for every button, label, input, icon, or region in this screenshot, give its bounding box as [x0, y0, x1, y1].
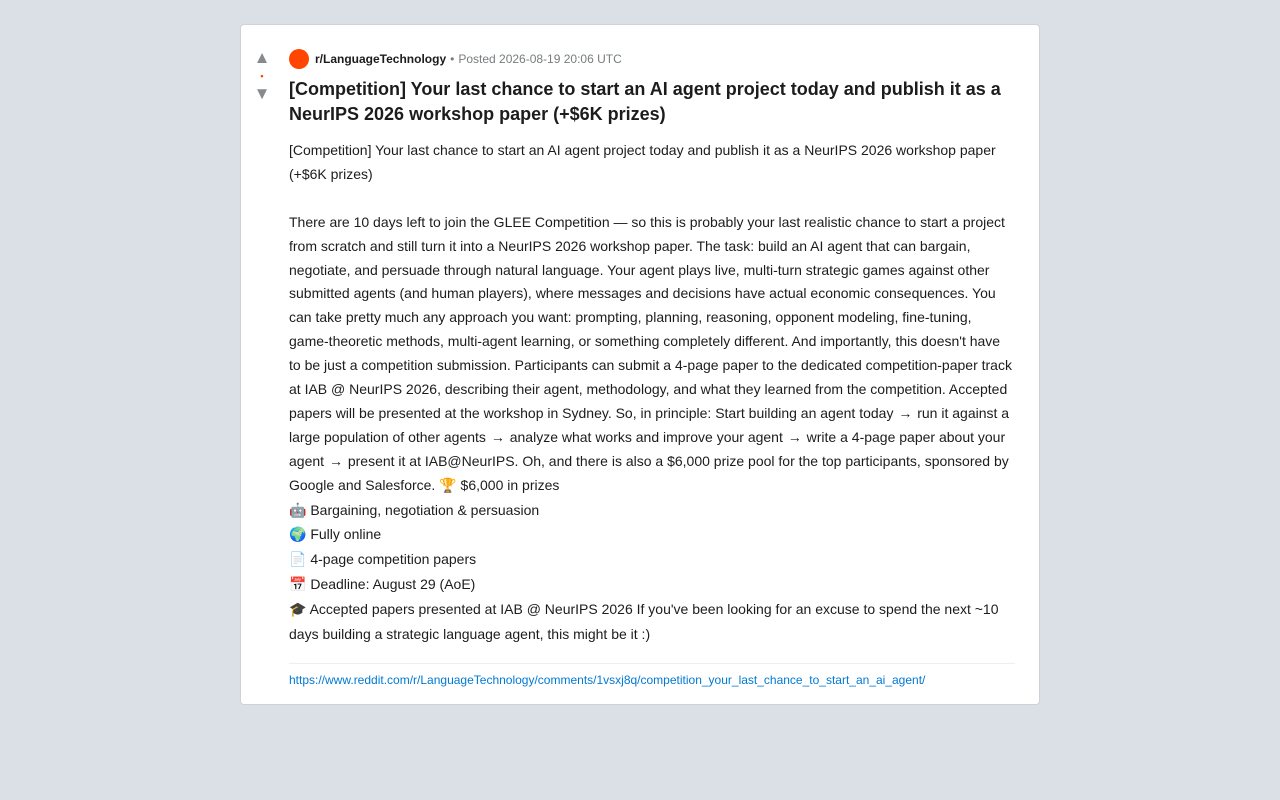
bullet-text: Deadline: August 29 (AoE)	[310, 576, 476, 593]
body-intro: [Competition] Your last chance to start an AI agent project today and publish it as a NeurIPS 2026 workshop paper (+$6K prizes)	[289, 142, 996, 182]
paragraph-gap	[289, 187, 1015, 211]
bullet-item	[289, 573, 1015, 598]
bullet-item	[289, 548, 1015, 573]
meta-separator: •	[450, 52, 455, 66]
post-timestamp: Posted 2026-08-19 20:06 UTC	[458, 52, 622, 66]
right-arrow-icon: →	[787, 428, 802, 445]
right-arrow-icon: →	[328, 452, 343, 469]
subreddit-avatar-icon[interactable]	[289, 49, 309, 69]
body-main-text-1: There are 10 days left to join the GLEE Competition — so this is probably your last realistic chance to start a project from scratch and still turn it into a NeurIPS 2026 workshop paper. The task: build an AI agent that can bargain, negotiate, and persuade through natural language. Your agent plays live, multi-turn strategic games against other submitted agents (and human players), where messages and decisions have actual economic consequences. You can take pretty much any approach you want: prompting, planning, reasoning, opponent modeling, fine-tuning, game-theoretic methods, multi-agent learning, or something completely different. And importantly, this doesn't have to be just a competition submission. Participants can submit a 4-page paper to the dedicated competition-paper track at IAB @ NeurIPS 2026, describing their agent, methodology, and what they learned from the competition. Accepted papers will be presented at the workshop in Sydney. So, in principle: Start building an agent today	[289, 213, 1012, 421]
post-body	[289, 139, 1015, 647]
bullet-text: Bargaining, negotiation & persuasion	[310, 501, 540, 518]
upvote-icon[interactable]: ▲	[253, 48, 271, 67]
post-permalink[interactable]: https://www.reddit.com/r/LanguageTechnology/comments/1vsxj8q/competition_your_last_chance_to_start_an_ai_agent/	[289, 673, 926, 688]
post-card	[240, 24, 1040, 705]
bullet-item	[289, 523, 1015, 548]
body-main-text-3: analyze what works and improve your agent	[509, 428, 783, 445]
right-arrow-icon: →	[490, 428, 505, 445]
body-main-text-4: write a 4-page paper about your agent	[289, 428, 1006, 469]
body-main-text-5: present it at IAB@NeurIPS. Oh, and there is also a $6,000 prize pool for the top participants, sponsored by Google and Salesforce.	[289, 452, 1009, 493]
post-title[interactable]: [Competition] Your last chance to start an AI agent project today and publish it as a NeurIPS 2026 workshop paper (+$6K prizes)	[289, 79, 1001, 124]
bullet-text: Accepted papers presented at IAB @ NeurIPS 2026 If you've been looking for an excuse to spend the next ~10 days building a strategic language agent, this might be it :)	[289, 601, 999, 643]
post-meta	[289, 49, 1015, 69]
prize-text: $6,000 in prizes	[460, 476, 560, 493]
globe-icon: 🌍	[289, 527, 307, 544]
body-main-text-2: run it against a large population of other agents	[289, 404, 1010, 445]
divider	[289, 663, 1015, 664]
graduation-cap-icon: 🎓	[289, 602, 307, 619]
post-content	[289, 49, 1015, 687]
score-indicator: •	[260, 71, 264, 81]
page-icon: 📄	[289, 552, 307, 569]
bullet-item	[289, 499, 1015, 524]
right-arrow-icon: →	[898, 404, 913, 421]
vote-column	[249, 49, 275, 103]
downvote-icon[interactable]: ▼	[253, 84, 271, 103]
body-main	[289, 211, 1015, 499]
robot-icon: 🤖	[289, 502, 307, 519]
subreddit-name[interactable]: r/LanguageTechnology	[315, 52, 447, 66]
bullet-item	[289, 598, 1015, 647]
bullet-text: Fully online	[310, 526, 382, 543]
trophy-icon: 🏆	[439, 477, 457, 494]
calendar-icon: 📅	[289, 577, 307, 594]
bullet-text: 4-page competition papers	[310, 551, 477, 568]
